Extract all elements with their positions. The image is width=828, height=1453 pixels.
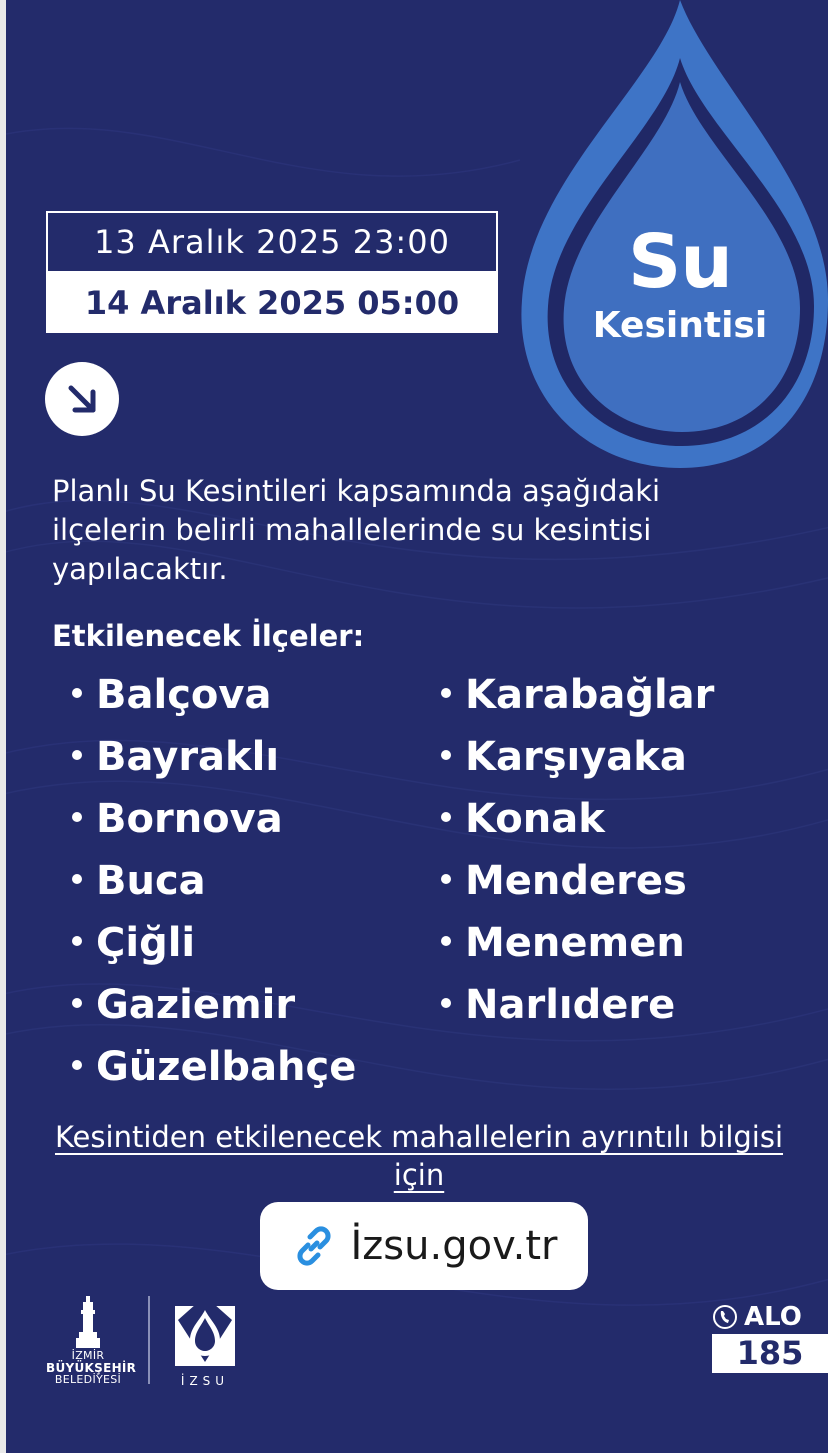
- bullet-icon: [441, 812, 451, 822]
- hotline-label: ALO: [744, 1302, 802, 1332]
- logo-text-belediyesi: BELEDİYESİ: [54, 1373, 122, 1386]
- district-name: Güzelbahçe: [96, 1044, 357, 1090]
- bullet-icon: [72, 812, 82, 822]
- list-item: [441, 788, 714, 850]
- phone-icon: [712, 1304, 738, 1330]
- details-link[interactable]: Kesintiden etkilenecek mahallelerin ayrıntılı bilgisi için: [54, 1120, 784, 1192]
- district-list-right: [441, 664, 714, 1036]
- logo-text-izmir: İZMİR: [71, 1349, 105, 1362]
- bullet-icon: [441, 874, 451, 884]
- izsu-logo-text: İZSU: [180, 1374, 230, 1388]
- arrow-down-right-button[interactable]: [45, 362, 119, 436]
- district-name: Bayraklı: [96, 734, 280, 780]
- list-item: [72, 664, 356, 726]
- list-item: [441, 974, 714, 1036]
- district-name: Karşıyaka: [465, 734, 687, 780]
- district-list-left: [72, 664, 356, 1098]
- bullet-icon: [72, 998, 82, 1008]
- list-item: [441, 850, 714, 912]
- list-item: [72, 726, 356, 788]
- intro-text: Planlı Su Kesintileri kapsamında aşağıdaki ilçelerin belirli mahallelerinde su kesintisi yapılacaktır.: [52, 474, 661, 586]
- drop-title: Su: [628, 219, 732, 305]
- list-item: [72, 850, 356, 912]
- bullet-icon: [441, 936, 451, 946]
- bullet-icon: [72, 874, 82, 884]
- izsu-drop-icon: [170, 1296, 240, 1368]
- list-item: [441, 664, 714, 726]
- bullet-icon: [441, 688, 451, 698]
- bullet-icon: [441, 998, 451, 1008]
- bullet-icon: [72, 750, 82, 760]
- drop-subtitle: Kesintisi: [592, 305, 768, 346]
- hotline-badge[interactable]: [712, 1301, 828, 1373]
- list-item: [72, 912, 356, 974]
- district-name: Çiğli: [96, 920, 196, 966]
- hotline-label-row: [712, 1301, 828, 1333]
- district-name: Menderes: [465, 858, 687, 904]
- district-name: Buca: [96, 858, 206, 904]
- district-name: Gaziemir: [96, 982, 296, 1028]
- bullet-icon: [441, 750, 451, 760]
- website-button[interactable]: [260, 1202, 588, 1290]
- start-date: 13 Aralık 2025 23:00: [46, 211, 498, 273]
- list-item: [441, 726, 714, 788]
- bullet-icon: [72, 936, 82, 946]
- district-name: Konak: [465, 796, 605, 842]
- clock-tower-icon: [46, 1296, 130, 1350]
- date-range: [46, 211, 498, 333]
- district-name: Bornova: [96, 796, 283, 842]
- list-item: [441, 912, 714, 974]
- link-icon: [291, 1223, 337, 1269]
- left-edge-strip: [0, 0, 6, 1453]
- website-label: İzsu.gov.tr: [350, 1223, 558, 1269]
- arrow-down-right-icon: [45, 362, 119, 436]
- end-date: 14 Aralık 2025 05:00: [46, 273, 498, 333]
- districts-heading: Etkilenecek İlçeler:: [52, 619, 365, 653]
- district-name: Balçova: [96, 672, 272, 718]
- bullet-icon: [72, 688, 82, 698]
- list-item: [72, 1036, 356, 1098]
- bullet-icon: [72, 1060, 82, 1070]
- district-name: Menemen: [465, 920, 685, 966]
- hotline-number: 185: [712, 1334, 828, 1373]
- izmir-buyuksehir-logo: [46, 1296, 137, 1390]
- list-item: [72, 974, 356, 1036]
- izsu-logo: [170, 1296, 240, 1390]
- logo-divider: [148, 1296, 150, 1384]
- district-name: Narlıdere: [465, 982, 676, 1028]
- district-name: Karabağlar: [465, 672, 715, 718]
- logo-text-buyuksehir: BÜYÜKŞEHİR: [46, 1361, 137, 1375]
- list-item: [72, 788, 356, 850]
